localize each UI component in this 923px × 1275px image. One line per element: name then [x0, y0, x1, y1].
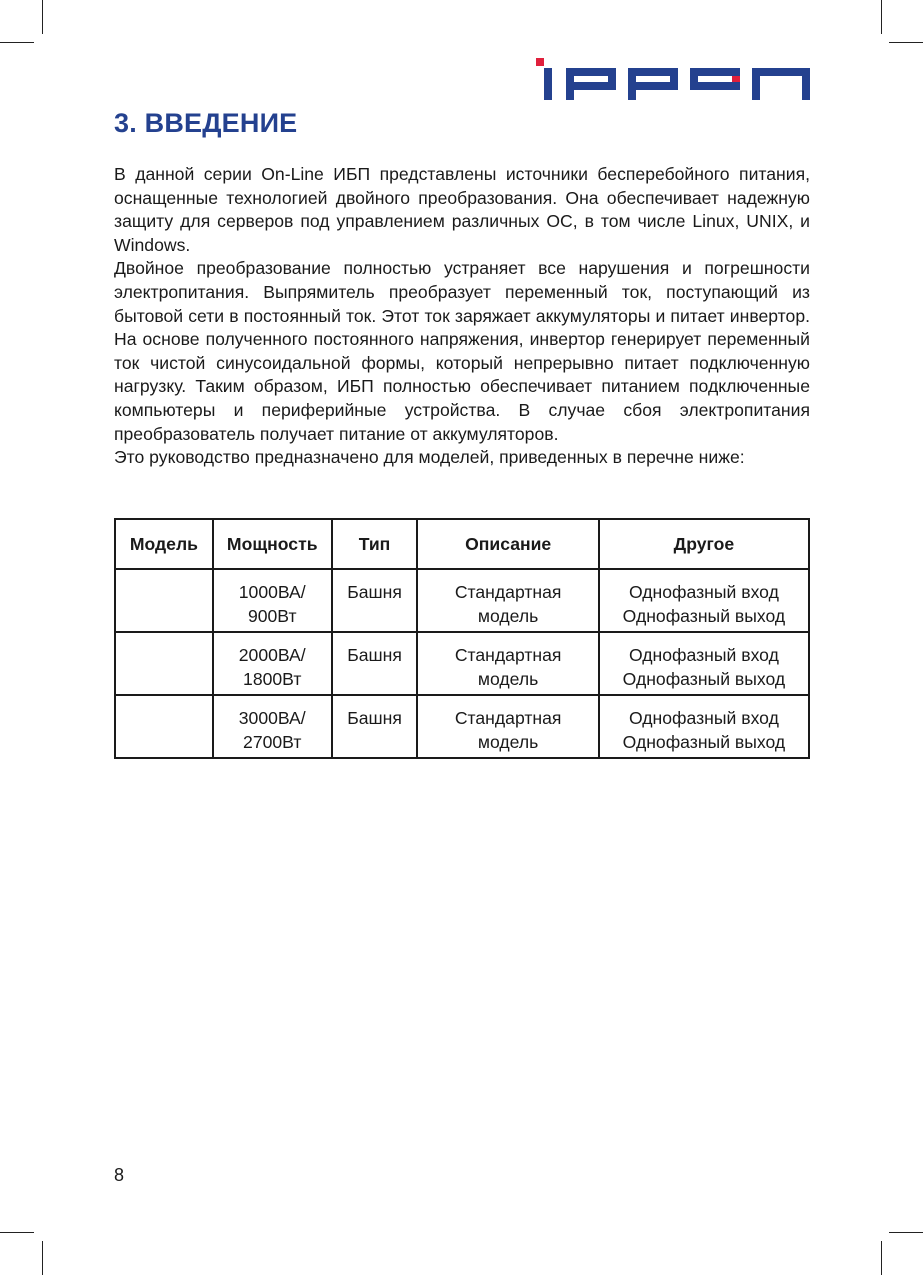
crop-mark — [889, 42, 923, 43]
cell-model — [115, 632, 213, 695]
cell-other — [599, 569, 809, 632]
description-line: Стандартная — [454, 582, 562, 602]
table-row — [115, 569, 809, 632]
description-line: модель — [477, 669, 539, 689]
intro-paragraph: В данной серии On-Line ИБП представлены источники бесперебойного питания, оснащенные технологией двойного преобразования. Она обеспечивает надежную защиту для серверов под управлением различных ОС, в том числе Linux, UNIX, и Windows. — [114, 164, 810, 255]
logo-red-accent — [732, 76, 740, 82]
power-va: 1000ВА/ — [238, 582, 306, 602]
description-line: модель — [477, 732, 539, 752]
cell-other — [599, 695, 809, 758]
cell-description — [417, 569, 598, 632]
power-w: 900Вт — [247, 606, 297, 626]
cell-type: Башня — [332, 695, 418, 758]
cell-power — [213, 569, 332, 632]
other-input: Однофазный вход — [628, 708, 779, 728]
column-header-model: Модель — [115, 519, 213, 569]
cell-description — [417, 695, 598, 758]
other-input: Однофазный вход — [628, 645, 779, 665]
ippon-logo — [536, 56, 810, 102]
power-w: 1800Вт — [243, 669, 302, 689]
description-line: модель — [477, 606, 539, 626]
cell-model — [115, 569, 213, 632]
crop-mark — [881, 1241, 882, 1275]
cell-other — [599, 632, 809, 695]
table-row — [115, 632, 809, 695]
double-conversion-paragraph: Двойное преобразование полностью устраняет все нарушения и погрешности электропитания. Выпрямитель преобразует переменный ток, поступающий из бытовой сети в постоянный ток. Этот ток заряжает аккумуляторы и питает инвертор. На основе полученного постоянного напряжения, инвертор генерирует переменный ток чистой синусоидальной формы, который непрерывно питает подключенную нагрузку. Таким образом, ИБП полностью обеспечивает питанием подключенные компьютеры и периферийные устройства. В случае сбоя электропитания преобразователь получает питание от аккумуляторов. — [114, 258, 810, 444]
description-line: Стандартная — [454, 708, 562, 728]
other-output: Однофазный выход — [622, 669, 786, 689]
other-output: Однофазный выход — [622, 606, 786, 626]
body-text — [114, 163, 810, 470]
other-output: Однофазный выход — [622, 732, 786, 752]
crop-mark — [0, 42, 34, 43]
column-header-description: Описание — [417, 519, 598, 569]
column-header-other: Другое — [599, 519, 809, 569]
description-line: Стандартная — [454, 645, 562, 665]
crop-mark — [42, 0, 43, 34]
logo-letter-p — [628, 68, 678, 100]
logo-letter-n — [752, 68, 810, 100]
crop-mark — [889, 1232, 923, 1233]
cell-description — [417, 632, 598, 695]
column-header-type: Тип — [332, 519, 418, 569]
cell-type: Башня — [332, 569, 418, 632]
cell-model — [115, 695, 213, 758]
table-header-row — [115, 519, 809, 569]
page-number: 8 — [114, 1165, 125, 1185]
cell-type: Башня — [332, 632, 418, 695]
logo-letter-i — [544, 68, 552, 100]
power-va: 3000ВА/ — [238, 708, 306, 728]
power-w: 2700Вт — [243, 732, 302, 752]
models-table — [114, 518, 810, 759]
table-row — [115, 695, 809, 758]
other-input: Однофазный вход — [628, 582, 779, 602]
crop-mark — [881, 0, 882, 34]
cell-power — [213, 695, 332, 758]
logo-letter-p — [566, 68, 616, 100]
column-header-power: Мощность — [213, 519, 332, 569]
models-intro-paragraph: Это руководство предназначено для моделей, приведенных в перечне ниже: — [114, 447, 745, 468]
crop-mark — [0, 1232, 34, 1233]
cell-power — [213, 632, 332, 695]
power-va: 2000ВА/ — [238, 645, 306, 665]
section-title: 3. ВВЕДЕНИЕ — [114, 108, 298, 138]
logo-red-dot — [536, 58, 544, 66]
crop-mark — [42, 1241, 43, 1275]
